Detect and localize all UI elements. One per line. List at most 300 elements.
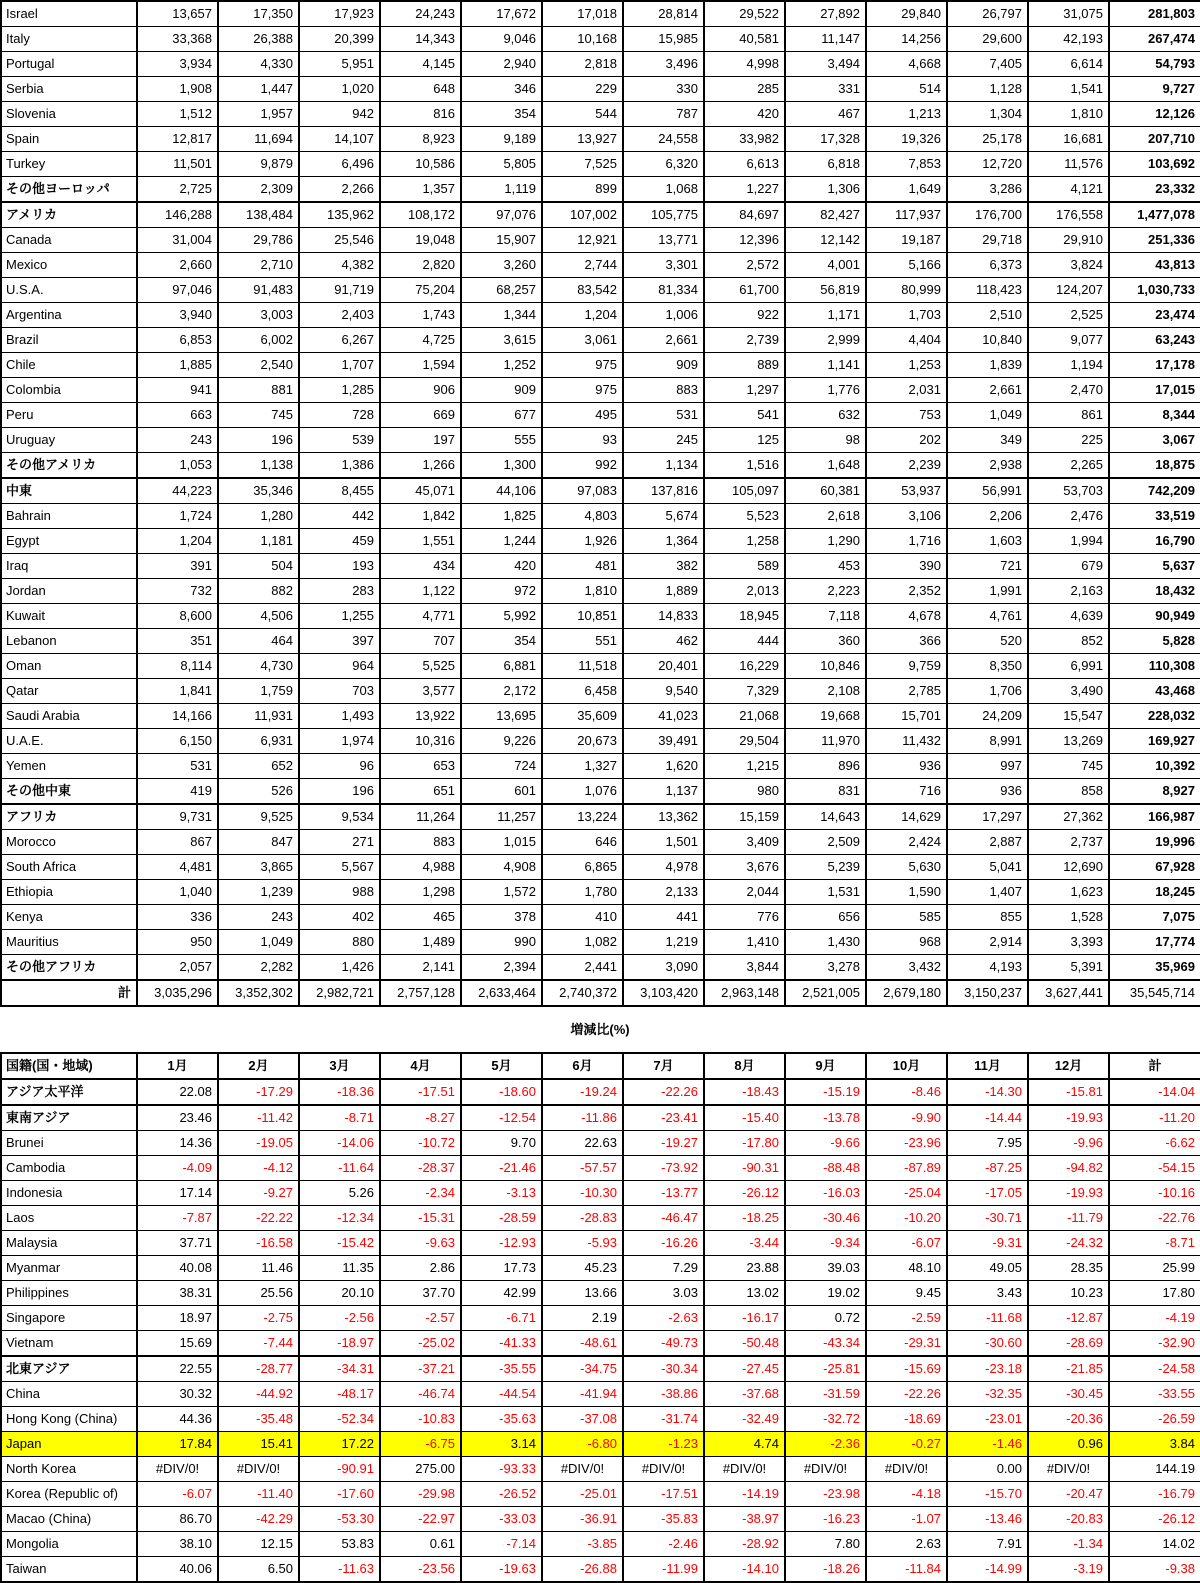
total-cell: 35,545,714 xyxy=(1109,980,1200,1006)
value-cell: 243 xyxy=(218,905,299,930)
value-cell: -2.75 xyxy=(218,1306,299,1331)
value-cell: 23.88 xyxy=(704,1256,785,1281)
value-cell: 24,209 xyxy=(947,704,1028,729)
value-cell: 15.69 xyxy=(137,1331,218,1357)
row-label-cell: Mauritius xyxy=(1,930,137,955)
table-row xyxy=(1,1131,1200,1156)
total-cell: 281,803 xyxy=(1109,1,1200,27)
value-cell: 86.70 xyxy=(137,1507,218,1532)
value-cell: 2.63 xyxy=(866,1532,947,1557)
total-cell: 3,067 xyxy=(1109,428,1200,453)
value-cell: 18,945 xyxy=(704,604,785,629)
row-label-cell: その他中東 xyxy=(1,779,137,805)
table-row xyxy=(1,202,1200,228)
value-cell: 980 xyxy=(704,779,785,805)
total-cell: -16.79 xyxy=(1109,1482,1200,1507)
value-cell: 1,204 xyxy=(542,303,623,328)
value-cell: #DIV/0! xyxy=(1028,1457,1109,1482)
section-title: 増減比(%) xyxy=(570,1022,630,1037)
value-cell: 1,620 xyxy=(623,754,704,779)
value-cell: 585 xyxy=(866,905,947,930)
header-month-cell: 4月 xyxy=(380,1053,461,1079)
total-cell: -11.20 xyxy=(1109,1105,1200,1131)
value-cell: 1,716 xyxy=(866,529,947,554)
value-cell: 38.10 xyxy=(137,1532,218,1557)
value-cell: 1,015 xyxy=(461,830,542,855)
value-cell: 15,701 xyxy=(866,704,947,729)
value-cell: 968 xyxy=(866,930,947,955)
value-cell: 1,623 xyxy=(1028,880,1109,905)
value-cell: 330 xyxy=(623,77,704,102)
value-cell: 3,432 xyxy=(866,955,947,981)
value-cell: 707 xyxy=(380,629,461,654)
value-cell: -46.74 xyxy=(380,1382,461,1407)
value-cell: -35.83 xyxy=(623,1507,704,1532)
value-cell: 40.06 xyxy=(137,1557,218,1583)
value-cell: 97,076 xyxy=(461,202,542,228)
value-cell: 4,404 xyxy=(866,328,947,353)
value-cell: -93.33 xyxy=(461,1457,542,1482)
table-row xyxy=(1,1105,1200,1131)
row-label-cell: Spain xyxy=(1,127,137,152)
header-month-cell: 8月 xyxy=(704,1053,785,1079)
value-cell: -14.99 xyxy=(947,1557,1028,1583)
value-cell: 45,071 xyxy=(380,478,461,504)
value-cell: 520 xyxy=(947,629,1028,654)
value-cell: 1,204 xyxy=(137,529,218,554)
value-cell: 275.00 xyxy=(380,1457,461,1482)
value-cell: 3,393 xyxy=(1028,930,1109,955)
table-row xyxy=(1,1181,1200,1206)
value-cell: 24,558 xyxy=(623,127,704,152)
value-cell: 7,118 xyxy=(785,604,866,629)
value-cell: 5,239 xyxy=(785,855,866,880)
table-row xyxy=(1,353,1200,378)
value-cell: 53.83 xyxy=(299,1532,380,1557)
value-cell: 11,576 xyxy=(1028,152,1109,177)
value-cell: 3,494 xyxy=(785,52,866,77)
value-cell: 98 xyxy=(785,428,866,453)
value-cell: -15.19 xyxy=(785,1079,866,1105)
row-label-cell: Brunei xyxy=(1,1131,137,1156)
value-cell: -19.93 xyxy=(1028,1105,1109,1131)
value-cell: -37.68 xyxy=(704,1382,785,1407)
value-cell: 5,525 xyxy=(380,654,461,679)
value-cell: 541 xyxy=(704,403,785,428)
total-cell: 5,637 xyxy=(1109,554,1200,579)
value-cell: 2.19 xyxy=(542,1306,623,1331)
value-cell: 2,540 xyxy=(218,353,299,378)
table-row xyxy=(1,1507,1200,1532)
total-cell: -54.15 xyxy=(1109,1156,1200,1181)
value-cell: 2,441 xyxy=(542,955,623,981)
table-row xyxy=(1,77,1200,102)
row-label-cell: Egypt xyxy=(1,529,137,554)
value-cell: -42.29 xyxy=(218,1507,299,1532)
table-row xyxy=(1,1206,1200,1231)
value-cell: 11,432 xyxy=(866,729,947,754)
row-label-cell: Lebanon xyxy=(1,629,137,654)
value-cell: 1,707 xyxy=(299,353,380,378)
value-cell: 20,673 xyxy=(542,729,623,754)
value-cell: 861 xyxy=(1028,403,1109,428)
value-cell: 8,600 xyxy=(137,604,218,629)
value-cell: -16.23 xyxy=(785,1507,866,1532)
value-cell: -6.07 xyxy=(137,1482,218,1507)
value-cell: -23.41 xyxy=(623,1105,704,1131)
value-cell: 13.66 xyxy=(542,1281,623,1306)
table-row xyxy=(1,428,1200,453)
value-cell: 13,922 xyxy=(380,704,461,729)
value-cell: 1,181 xyxy=(218,529,299,554)
value-cell: 6,614 xyxy=(1028,52,1109,77)
value-cell: 1,049 xyxy=(218,930,299,955)
value-cell: 283 xyxy=(299,579,380,604)
value-cell: -36.91 xyxy=(542,1507,623,1532)
row-label-cell: アメリカ xyxy=(1,202,137,228)
value-cell: 555 xyxy=(461,428,542,453)
value-cell: 601 xyxy=(461,779,542,805)
value-cell: -3.85 xyxy=(542,1532,623,1557)
total-cell: -4.19 xyxy=(1109,1306,1200,1331)
row-label-cell: China xyxy=(1,1382,137,1407)
value-cell: 9,189 xyxy=(461,127,542,152)
value-cell: -17.60 xyxy=(299,1482,380,1507)
value-cell: 11,501 xyxy=(137,152,218,177)
value-cell: 28.35 xyxy=(1028,1256,1109,1281)
value-cell: 19.02 xyxy=(785,1281,866,1306)
total-cell: 9,727 xyxy=(1109,77,1200,102)
value-cell: 7.80 xyxy=(785,1532,866,1557)
value-cell: -23.98 xyxy=(785,1482,866,1507)
value-cell: 1,297 xyxy=(704,378,785,403)
value-cell: -9.27 xyxy=(218,1181,299,1206)
value-cell: 3.14 xyxy=(461,1432,542,1457)
value-cell: 391 xyxy=(137,554,218,579)
value-cell: -8.71 xyxy=(299,1105,380,1131)
value-cell: -49.73 xyxy=(623,1331,704,1357)
value-cell: 6,373 xyxy=(947,253,1028,278)
value-cell: 378 xyxy=(461,905,542,930)
value-cell: -3.44 xyxy=(704,1231,785,1256)
value-cell: 176,700 xyxy=(947,202,1028,228)
row-label-cell: South Africa xyxy=(1,855,137,880)
value-cell: 964 xyxy=(299,654,380,679)
value-cell: -46.47 xyxy=(623,1206,704,1231)
value-cell: 1,119 xyxy=(461,177,542,203)
value-cell: 84,697 xyxy=(704,202,785,228)
value-cell: -12.54 xyxy=(461,1105,542,1131)
value-cell: 4,978 xyxy=(623,855,704,880)
value-cell: 1,594 xyxy=(380,353,461,378)
value-cell: 882 xyxy=(218,579,299,604)
value-cell: 1,239 xyxy=(218,880,299,905)
value-cell: 3,035,296 xyxy=(137,980,218,1006)
value-cell: 96 xyxy=(299,754,380,779)
total-cell: 17,178 xyxy=(1109,353,1200,378)
value-cell: 1,252 xyxy=(461,353,542,378)
value-cell: 118,423 xyxy=(947,278,1028,303)
value-cell: 459 xyxy=(299,529,380,554)
value-cell: 3,286 xyxy=(947,177,1028,203)
row-label-cell: Myanmar xyxy=(1,1256,137,1281)
value-cell: -7.14 xyxy=(461,1532,542,1557)
value-cell: 453 xyxy=(785,554,866,579)
value-cell: -13.77 xyxy=(623,1181,704,1206)
value-cell: -8.27 xyxy=(380,1105,461,1131)
value-cell: 12,921 xyxy=(542,228,623,253)
value-cell: 2,172 xyxy=(461,679,542,704)
value-cell: 922 xyxy=(704,303,785,328)
value-cell: 2,239 xyxy=(866,453,947,479)
value-cell: 2,744 xyxy=(542,253,623,278)
value-cell: 17,018 xyxy=(542,1,623,27)
value-cell: 19,668 xyxy=(785,704,866,729)
value-cell: 45.23 xyxy=(542,1256,623,1281)
value-cell: 12,396 xyxy=(704,228,785,253)
value-cell: 10,316 xyxy=(380,729,461,754)
value-cell: -12.34 xyxy=(299,1206,380,1231)
value-cell: 2,141 xyxy=(380,955,461,981)
value-cell: 936 xyxy=(947,779,1028,805)
total-cell: 17,774 xyxy=(1109,930,1200,955)
value-cell: 728 xyxy=(299,403,380,428)
value-cell: 28,814 xyxy=(623,1,704,27)
value-cell: 17,672 xyxy=(461,1,542,27)
value-cell: 1,410 xyxy=(704,930,785,955)
value-cell: -2.34 xyxy=(380,1181,461,1206)
change-rate-table-body xyxy=(1,1079,1200,1582)
value-cell: 29,910 xyxy=(1028,228,1109,253)
total-cell: 23,474 xyxy=(1109,303,1200,328)
value-cell: 1,810 xyxy=(1028,102,1109,127)
value-cell: -32.72 xyxy=(785,1407,866,1432)
value-cell: 4.74 xyxy=(704,1432,785,1457)
row-label-cell: Oman xyxy=(1,654,137,679)
value-cell: 13.02 xyxy=(704,1281,785,1306)
change-rate-table xyxy=(0,1052,1200,1583)
total-cell: 8,344 xyxy=(1109,403,1200,428)
value-cell: -35.48 xyxy=(218,1407,299,1432)
header-month-cell: 7月 xyxy=(623,1053,704,1079)
value-cell: 6,931 xyxy=(218,729,299,754)
total-cell: 3.84 xyxy=(1109,1432,1200,1457)
value-cell: -50.48 xyxy=(704,1331,785,1357)
value-cell: -41.33 xyxy=(461,1331,542,1357)
value-cell: 13,362 xyxy=(623,804,704,830)
table-row xyxy=(1,955,1200,981)
value-cell: 2,679,180 xyxy=(866,980,947,1006)
value-cell: 22.63 xyxy=(542,1131,623,1156)
value-cell: 1,298 xyxy=(380,880,461,905)
value-cell: 35,609 xyxy=(542,704,623,729)
value-cell: -25.81 xyxy=(785,1356,866,1382)
row-label-cell: Indonesia xyxy=(1,1181,137,1206)
value-cell: #DIV/0! xyxy=(704,1457,785,1482)
value-cell: 124,207 xyxy=(1028,278,1109,303)
value-cell: -87.25 xyxy=(947,1156,1028,1181)
value-cell: 91,483 xyxy=(218,278,299,303)
value-cell: -11.63 xyxy=(299,1557,380,1583)
total-cell: 16,790 xyxy=(1109,529,1200,554)
value-cell: -11.40 xyxy=(218,1482,299,1507)
value-cell: 12,720 xyxy=(947,152,1028,177)
value-cell: 48.10 xyxy=(866,1256,947,1281)
value-cell: 2,282 xyxy=(218,955,299,981)
value-cell: 12.15 xyxy=(218,1532,299,1557)
value-cell: 11.35 xyxy=(299,1256,380,1281)
value-cell: 9,525 xyxy=(218,804,299,830)
value-cell: 2,818 xyxy=(542,52,623,77)
value-cell: 0.00 xyxy=(947,1457,1028,1482)
value-cell: 464 xyxy=(218,629,299,654)
value-cell: 1,407 xyxy=(947,880,1028,905)
value-cell: 2,737 xyxy=(1028,830,1109,855)
value-cell: 816 xyxy=(380,102,461,127)
value-cell: 1,040 xyxy=(137,880,218,905)
value-cell: 2,785 xyxy=(866,679,947,704)
value-cell: 2,661 xyxy=(623,328,704,353)
value-cell: 3,278 xyxy=(785,955,866,981)
total-cell: 18,875 xyxy=(1109,453,1200,479)
value-cell: 663 xyxy=(137,403,218,428)
value-cell: 467 xyxy=(785,102,866,127)
value-cell: 1,974 xyxy=(299,729,380,754)
total-cell: -33.55 xyxy=(1109,1382,1200,1407)
value-cell: -4.18 xyxy=(866,1482,947,1507)
value-cell: 632 xyxy=(785,403,866,428)
value-cell: 669 xyxy=(380,403,461,428)
value-cell: 9.70 xyxy=(461,1131,542,1156)
value-cell: 6,881 xyxy=(461,654,542,679)
value-cell: 6,853 xyxy=(137,328,218,353)
value-cell: 972 xyxy=(461,579,542,604)
table-row xyxy=(1,554,1200,579)
value-cell: 11,970 xyxy=(785,729,866,754)
value-cell: 899 xyxy=(542,177,623,203)
value-cell: -17.51 xyxy=(623,1482,704,1507)
value-cell: 1,049 xyxy=(947,403,1028,428)
value-cell: -22.26 xyxy=(623,1079,704,1105)
value-cell: -5.93 xyxy=(542,1231,623,1256)
value-cell: 2,403 xyxy=(299,303,380,328)
value-cell: 14,256 xyxy=(866,27,947,52)
table-row xyxy=(1,604,1200,629)
value-cell: 1,227 xyxy=(704,177,785,203)
value-cell: 19,326 xyxy=(866,127,947,152)
value-cell: 5,567 xyxy=(299,855,380,880)
value-cell: 721 xyxy=(947,554,1028,579)
value-cell: -73.92 xyxy=(623,1156,704,1181)
value-cell: 11,518 xyxy=(542,654,623,679)
total-cell: 43,813 xyxy=(1109,253,1200,278)
value-cell: 105,097 xyxy=(704,478,785,504)
value-cell: 16,229 xyxy=(704,654,785,679)
row-label-cell: その他ヨーロッパ xyxy=(1,177,137,203)
value-cell: -24.32 xyxy=(1028,1231,1109,1256)
value-cell: 44,106 xyxy=(461,478,542,504)
table-row xyxy=(1,27,1200,52)
value-cell: 1,541 xyxy=(1028,77,1109,102)
total-cell: 251,336 xyxy=(1109,228,1200,253)
value-cell: 10,840 xyxy=(947,328,1028,353)
value-cell: 15,547 xyxy=(1028,704,1109,729)
value-cell: -17.80 xyxy=(704,1131,785,1156)
value-cell: -17.51 xyxy=(380,1079,461,1105)
value-cell: 1,020 xyxy=(299,77,380,102)
row-label-cell: その他アメリカ xyxy=(1,453,137,479)
value-cell: 40,581 xyxy=(704,27,785,52)
total-cell: 67,928 xyxy=(1109,855,1200,880)
value-cell: 14,166 xyxy=(137,704,218,729)
value-cell: -14.10 xyxy=(704,1557,785,1583)
value-cell: 29,522 xyxy=(704,1,785,27)
value-cell: 0.61 xyxy=(380,1532,461,1557)
header-total-cell: 計 xyxy=(1109,1053,1200,1079)
total-cell: -10.16 xyxy=(1109,1181,1200,1206)
value-cell: 1,991 xyxy=(947,579,1028,604)
row-label-cell: Cambodia xyxy=(1,1156,137,1181)
value-cell: 22.55 xyxy=(137,1356,218,1382)
value-cell: 14,343 xyxy=(380,27,461,52)
total-cell: 18,245 xyxy=(1109,880,1200,905)
value-cell: -10.20 xyxy=(866,1206,947,1231)
value-cell: 1,551 xyxy=(380,529,461,554)
value-cell: 2,206 xyxy=(947,504,1028,529)
value-cell: -4.12 xyxy=(218,1156,299,1181)
value-cell: 1,134 xyxy=(623,453,704,479)
value-cell: 1,885 xyxy=(137,353,218,378)
value-cell: -17.05 xyxy=(947,1181,1028,1206)
value-cell: 26,797 xyxy=(947,1,1028,27)
value-cell: 42.99 xyxy=(461,1281,542,1306)
value-cell: 831 xyxy=(785,779,866,805)
total-cell: 7,075 xyxy=(1109,905,1200,930)
value-cell: 3.43 xyxy=(947,1281,1028,1306)
table-row xyxy=(1,1382,1200,1407)
value-cell: 1,512 xyxy=(137,102,218,127)
table-row xyxy=(1,529,1200,554)
value-cell: 2,108 xyxy=(785,679,866,704)
value-cell: 1,531 xyxy=(785,880,866,905)
value-cell: 4,771 xyxy=(380,604,461,629)
value-cell: 1,300 xyxy=(461,453,542,479)
value-cell: 1,649 xyxy=(866,177,947,203)
value-cell: 2,572 xyxy=(704,253,785,278)
value-cell: 9,731 xyxy=(137,804,218,830)
value-cell: -44.92 xyxy=(218,1382,299,1407)
value-cell: 53,703 xyxy=(1028,478,1109,504)
value-cell: #DIV/0! xyxy=(866,1457,947,1482)
value-cell: 992 xyxy=(542,453,623,479)
value-cell: 442 xyxy=(299,504,380,529)
value-cell: 6,496 xyxy=(299,152,380,177)
value-cell: 4,001 xyxy=(785,253,866,278)
row-label-cell: 北東アジア xyxy=(1,1356,137,1382)
value-cell: 2,057 xyxy=(137,955,218,981)
value-cell: 648 xyxy=(380,77,461,102)
value-cell: 39.03 xyxy=(785,1256,866,1281)
value-cell: 31,075 xyxy=(1028,1,1109,27)
value-cell: 745 xyxy=(218,403,299,428)
value-cell: 1,053 xyxy=(137,453,218,479)
value-cell: 1,244 xyxy=(461,529,542,554)
value-cell: 21,068 xyxy=(704,704,785,729)
value-cell: -90.31 xyxy=(704,1156,785,1181)
header-month-cell: 5月 xyxy=(461,1053,542,1079)
value-cell: 397 xyxy=(299,629,380,654)
table-row xyxy=(1,1306,1200,1331)
